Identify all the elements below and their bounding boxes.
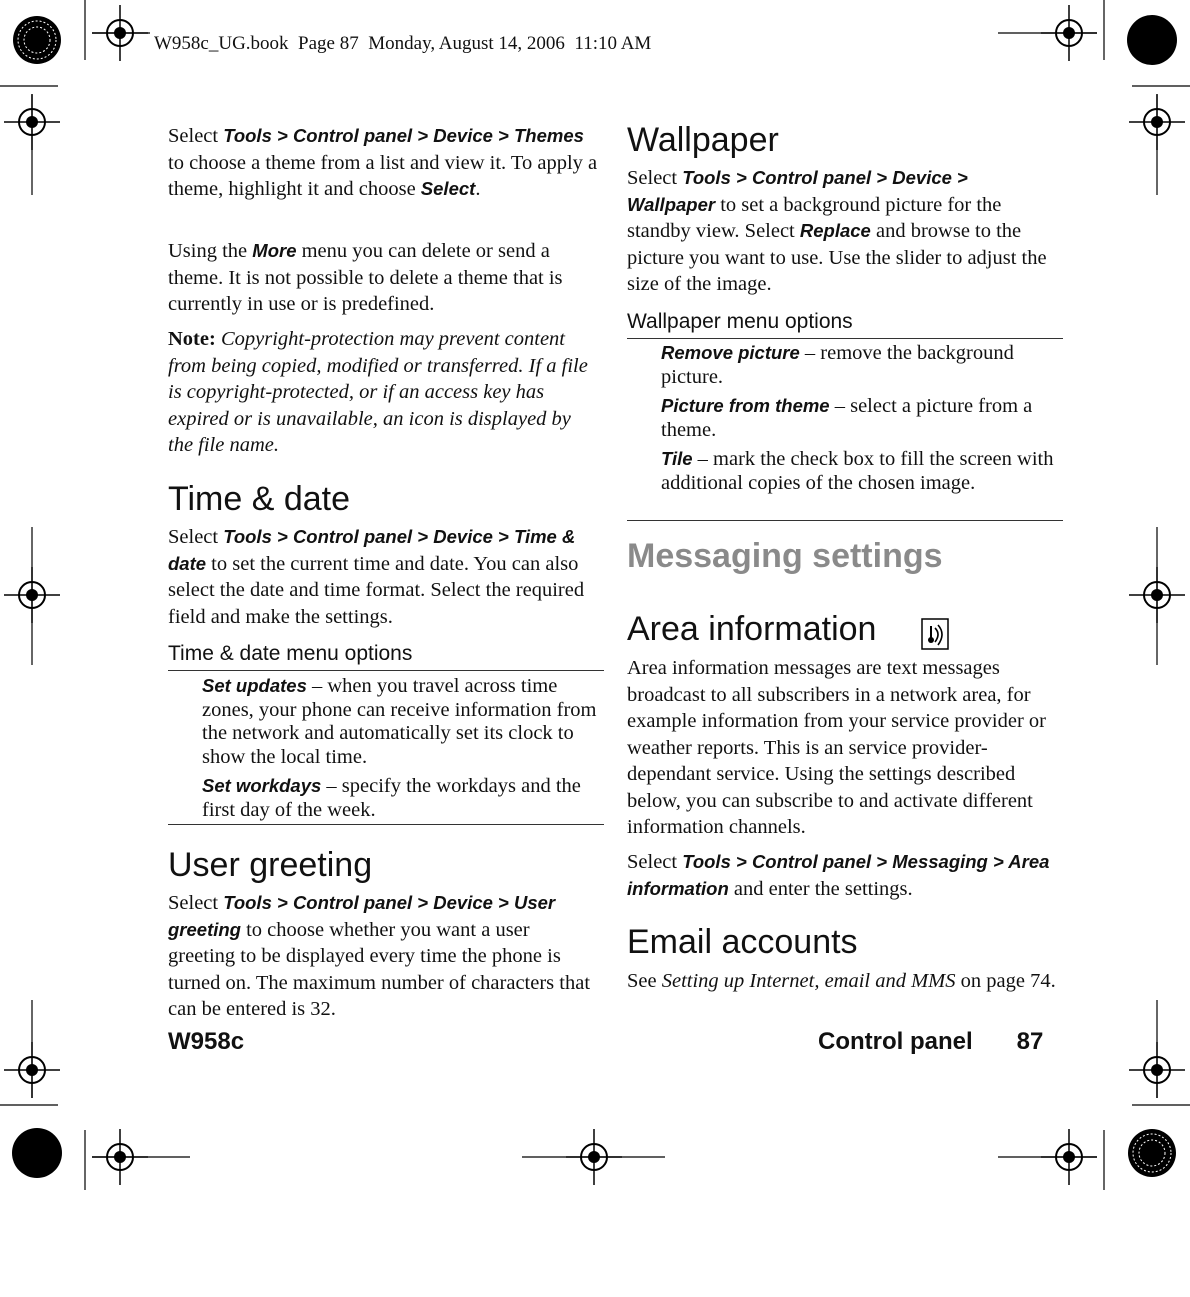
time-option-set-workdays: Set workdays – specify the workdays and the first day of the week. [202,775,581,821]
page-number: 87 [1016,1028,1044,1055]
table-rule-top [627,338,1063,339]
note-label: Note: [168,328,216,350]
heading-user-greeting: User greeting [168,846,373,884]
wallpaper-option-remove-picture: Remove picture – remove the background picture. [661,342,1014,388]
operator-service-icon [921,618,949,650]
heading-wallpaper: Wallpaper [627,121,779,159]
subheading-time-date-menu: Time & date menu options [168,642,413,665]
menu-item-more: More [252,240,297,261]
print-header: W958c_UG.book Page 87 Monday, August 14, 2006 11:10 AM [154,33,652,54]
corner-disc-top-left [13,16,61,64]
corner-disc-bottom-left [12,1128,62,1178]
wallpaper-option-tile: Tile – mark the check box to fill the screen with additional copies of the chosen image. [661,448,1054,494]
area-information-paragraph: Area information messages are text messages broadcast to all subscribers in a network area, for example information from your service provider or weather reports. This is an service provider-dependant service. Using the settings described below, you can subscribe to and activate different information channels. [627,657,1046,838]
menu-item-replace: Replace [799,220,871,241]
heading-email-accounts: Email accounts [627,923,858,961]
time-date-paragraph: Select Tools > Control panel > Device > Time & date to set the current time and date. You can also select the date and time format. Select the required field and make the settings. [168,526,585,628]
menu-path: Tools > Control panel > Device > Themes [223,125,584,146]
subheading-wallpaper-menu: Wallpaper menu options [627,310,853,333]
note-paragraph: Note: Copyright-protection may prevent content from being copied, modified or transferred. If a file is copyright-protected, or if an access key has expired or is unavailable, an icon is displayed by the file name. [168,328,588,456]
menu-item-select: Select [420,178,476,199]
time-option-set-updates: Set updates – when you travel across time zones, your phone can receive information from the network and automatically set its clock to show the local time. [202,675,597,768]
menu-path: Tools > Control panel > Messaging > Area information [627,851,1050,899]
user-greeting-paragraph: Select Tools > Control panel > Device > User greeting to choose whether you want a user greeting to be displayed every time the phone is turned on. The maximum number of characters that can be entered is 32. [168,892,591,1020]
heading-area-information: Area information [627,610,877,648]
table-rule-bottom [627,520,1063,521]
table-rule-top [168,670,604,671]
themes-paragraph-2: Using the More menu you can delete or send a theme. It is not possible to delete a theme that is currently in use or is predefined. [168,240,563,315]
heading-messaging-settings: Messaging settings [627,537,943,575]
footer-model: W958c [168,1028,245,1055]
email-accounts-paragraph: See Setting up Internet, email and MMS on page 74. [627,970,1056,992]
menu-path: Tools > Control panel > Device > Time & date [168,526,576,574]
corner-disc-top-right [1127,15,1177,65]
menu-path: Tools > Control panel > Device > User greeting [168,892,556,940]
corner-disc-bottom-right [1128,1129,1176,1177]
table-rule-bottom [168,824,604,825]
heading-time-date: Time & date [168,480,351,518]
themes-paragraph-1: Select Tools > Control panel > Device > Themes to choose a theme from a list and view it. To apply a theme, highlight it and choose Select. [168,125,598,200]
footer-section: Control panel 87 [818,1028,1044,1055]
wallpaper-option-picture-from-theme: Picture from theme – select a picture from a theme. [661,395,1033,441]
wallpaper-paragraph: Select Tools > Control panel > Device > Wallpaper to set a background picture for the standby view. Select Replace and browse to the picture you want to use. Use the slider to adjust the size of the image. [627,167,1047,295]
menu-path: Tools > Control panel > Device > Wallpaper [627,167,968,215]
area-information-select-paragraph: Select Tools > Control panel > Messaging > Area information and enter the settings. [627,851,1050,900]
cross-reference: Setting up Internet, email and MMS [661,970,956,992]
